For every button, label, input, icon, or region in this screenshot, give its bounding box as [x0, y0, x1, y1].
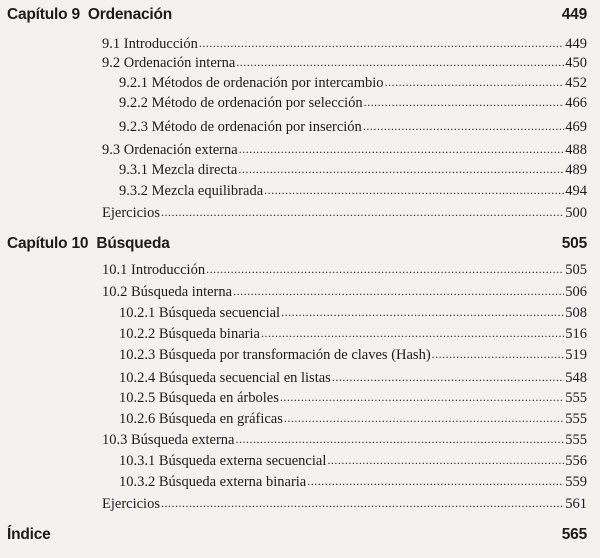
toc-entry — [119, 95, 587, 114]
entry-label: 10.2.6 Búsqueda en gráficas — [119, 411, 283, 427]
toc-entry — [102, 55, 587, 74]
chapter-9-heading — [7, 6, 587, 24]
entry-page: 500 — [565, 205, 587, 221]
entry-label: 9.2.2 Método de ordenación por selección — [119, 95, 363, 111]
entry-label: 10.2.1 Búsqueda secuencial — [119, 305, 281, 321]
toc-entry — [102, 142, 587, 161]
entry-label: 9.2.1 Métodos de ordenación por intercambio — [119, 75, 384, 91]
entry-label: 9.2.3 Método de ordenación por inserción — [119, 119, 362, 135]
entry-page: 488 — [565, 142, 587, 158]
toc-entry — [102, 36, 587, 55]
dot-leader — [233, 283, 564, 300]
entry-label: 10.2.3 Búsqueda por transformación de claves (Hash) — [119, 347, 431, 363]
dot-leader — [264, 182, 564, 199]
entry-page: 494 — [565, 183, 587, 199]
entry-page: 559 — [565, 474, 587, 490]
toc-entry — [119, 162, 587, 181]
dot-leader — [206, 261, 564, 278]
entry-page: 505 — [565, 262, 587, 278]
entry-page: 508 — [565, 305, 587, 321]
dot-leader — [364, 94, 565, 111]
dot-leader — [363, 118, 564, 135]
dot-leader — [238, 161, 564, 178]
entry-label: 9.3 Ordenación externa — [102, 142, 238, 158]
toc-entry — [102, 284, 587, 303]
toc-entry — [102, 496, 587, 515]
chapter-label: Capítulo 9 — [7, 6, 80, 23]
dot-leader — [281, 304, 564, 321]
entry-page: 555 — [565, 432, 587, 448]
dot-leader — [327, 452, 564, 469]
entry-label: 9.3.1 Mezcla directa — [119, 162, 238, 178]
entry-label: 10.3 Búsqueda externa — [102, 432, 235, 448]
dot-leader — [161, 495, 564, 512]
entry-page: 450 — [565, 55, 587, 71]
chapter-page: 449 — [561, 6, 587, 23]
index-heading — [7, 526, 587, 544]
entry-label: 9.1 Introducción — [102, 36, 198, 52]
toc-entry — [102, 205, 587, 224]
chapter-page: 505 — [561, 235, 587, 252]
entry-page: 469 — [565, 119, 587, 135]
dot-leader — [284, 410, 564, 427]
index-title: Índice — [7, 526, 51, 543]
entry-page: 506 — [565, 284, 587, 300]
entry-page: 548 — [565, 370, 587, 386]
entry-page: 466 — [565, 95, 587, 111]
entry-page: 516 — [565, 326, 587, 342]
dot-leader — [280, 389, 564, 406]
toc-entry — [119, 453, 587, 472]
entry-label: 10.2.5 Búsqueda en árboles — [119, 390, 279, 406]
toc-entry — [119, 347, 587, 366]
toc-entry — [119, 326, 587, 345]
entry-label: 10.3.2 Búsqueda externa binaria — [119, 474, 307, 490]
index-page: 565 — [561, 526, 587, 543]
toc-entry — [119, 474, 587, 493]
entry-label: 9.3.2 Mezcla equilibrada — [119, 183, 264, 199]
chapter-title: Búsqueda — [96, 235, 170, 252]
toc-entry — [119, 411, 587, 430]
dot-leader — [235, 431, 564, 448]
entry-page: 556 — [565, 453, 587, 469]
entry-label: 9.2 Ordenación interna — [102, 55, 236, 71]
entry-page: 489 — [565, 162, 587, 178]
entry-label: Ejercicios — [102, 496, 160, 512]
entry-label: 10.2.4 Búsqueda secuencial en listas — [119, 370, 331, 386]
dot-leader — [161, 204, 564, 221]
dot-leader — [432, 346, 565, 363]
entry-label: 10.2.2 Búsqueda binaria — [119, 326, 260, 342]
toc-entry — [102, 262, 587, 281]
toc-entry — [119, 75, 587, 94]
chapter-10-heading — [7, 235, 587, 253]
toc-entry — [119, 305, 587, 324]
toc-entry — [119, 370, 587, 389]
dot-leader — [385, 74, 565, 91]
toc-entry — [102, 432, 587, 451]
entry-page: 555 — [565, 411, 587, 427]
entry-label: 10.2 Búsqueda interna — [102, 284, 233, 300]
dot-leader — [332, 369, 564, 386]
entry-page: 452 — [565, 75, 587, 91]
entry-label: Ejercicios — [102, 205, 160, 221]
entry-page: 555 — [565, 390, 587, 406]
dot-leader — [199, 35, 564, 52]
toc-entry — [119, 119, 587, 138]
dot-leader — [236, 54, 564, 71]
toc-entry — [119, 390, 587, 409]
entry-page: 561 — [565, 496, 587, 512]
chapter-title: Ordenación — [87, 6, 173, 23]
entry-page: 449 — [565, 36, 587, 52]
dot-leader — [307, 473, 564, 490]
entry-page: 519 — [565, 347, 587, 363]
dot-leader — [239, 141, 565, 158]
entry-label: 10.1 Introducción — [102, 262, 206, 278]
dot-leader — [261, 325, 564, 342]
chapter-label: Capítulo 10 — [7, 235, 89, 252]
toc-entry — [119, 183, 587, 202]
entry-label: 10.3.1 Búsqueda externa secuencial — [119, 453, 327, 469]
